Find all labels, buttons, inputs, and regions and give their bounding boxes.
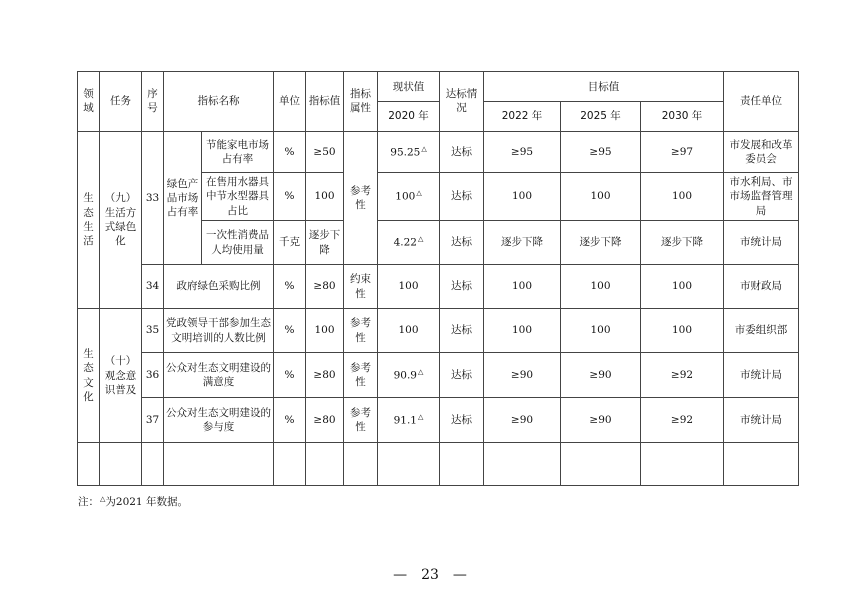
indicator-name: 节能家电市场占有率 [202, 131, 274, 173]
table-row [78, 308, 799, 353]
target-2030-cell: ≥92 [641, 397, 724, 443]
indicator-name: 政府绿色采购比例 [164, 265, 274, 309]
header-2022: 2022 年 [484, 102, 561, 131]
triangle-mark-icon: △ [418, 367, 424, 376]
seq-cell: 35 [142, 308, 164, 353]
target-2022-cell: 100 [484, 308, 561, 353]
indicator-name: 一次性消费品人均使用量 [202, 220, 274, 265]
indicator-name: 公众对生态文明建设的满意度 [164, 353, 274, 398]
target-2025-cell: ≥90 [561, 397, 641, 443]
seq-cell: 36 [142, 353, 164, 398]
attr-cell: 参考性 [344, 131, 378, 265]
status-cell: 达标 [440, 173, 484, 221]
current-cell [378, 131, 440, 173]
target-2022-cell: ≥90 [484, 353, 561, 398]
target-2025-cell: 100 [561, 173, 641, 221]
status-cell: 达标 [440, 397, 484, 443]
table-row [78, 265, 799, 309]
header-current: 现状值 [378, 72, 440, 102]
header-unit: 单位 [274, 72, 306, 132]
unit-cell: % [274, 173, 306, 221]
triangle-mark-icon: △ [416, 189, 422, 198]
unit-cell: % [274, 131, 306, 173]
current-value: 4.22 [393, 236, 417, 249]
target-2025-cell: 100 [561, 308, 641, 353]
current-cell: 100 [378, 265, 440, 309]
target-2030-cell: ≥92 [641, 353, 724, 398]
triangle-mark-icon: △ [421, 144, 427, 153]
footnote-prefix: 注： [78, 496, 99, 508]
header-indicator: 指标名称 [164, 72, 274, 132]
attr-cell: 约束性 [344, 265, 378, 309]
value-cell: 100 [306, 173, 344, 221]
page-number: — 23 — [393, 567, 467, 583]
task-life: （九）生活方式绿色化 [100, 131, 142, 308]
seq-cell: 34 [142, 265, 164, 309]
target-2030-cell: 100 [641, 173, 724, 221]
status-cell: 达标 [440, 308, 484, 353]
resp-cell: 市委组织部 [724, 308, 799, 353]
resp-cell: 市统计局 [724, 220, 799, 265]
field-life: 生态生活 [78, 131, 100, 308]
seq-cell: 37 [142, 397, 164, 443]
target-2025-cell: ≥95 [561, 131, 641, 173]
current-value: 91.1 [393, 414, 417, 427]
table-row [78, 353, 799, 398]
target-2022-cell: 100 [484, 265, 561, 309]
unit-cell: 千克 [274, 220, 306, 265]
field-culture: 生态文化 [78, 308, 100, 443]
current-value: 95.25 [390, 146, 421, 159]
value-cell: ≥80 [306, 397, 344, 443]
resp-cell: 市统计局 [724, 353, 799, 398]
header-current-year: 2020 年 [378, 102, 440, 131]
header-2025: 2025 年 [561, 102, 641, 131]
triangle-mark-icon: △ [418, 235, 424, 244]
current-value: 100 [395, 190, 416, 203]
table-row [78, 397, 799, 443]
attr-cell: 参考性 [344, 397, 378, 443]
resp-cell: 市财政局 [724, 265, 799, 309]
indicator-group: 绿色产品市场占有率 [164, 131, 202, 265]
header-task: 任务 [100, 72, 142, 132]
header-2030: 2030 年 [641, 102, 724, 131]
header-status: 达标情况 [440, 72, 484, 132]
resp-cell: 市发展和改革委员会 [724, 131, 799, 173]
header-value: 指标值 [306, 72, 344, 132]
status-cell: 达标 [440, 131, 484, 173]
attr-cell: 参考性 [344, 353, 378, 398]
target-2025-cell: 逐步下降 [561, 220, 641, 265]
table-row [78, 131, 799, 173]
target-2022-cell: 100 [484, 173, 561, 221]
value-cell: ≥80 [306, 353, 344, 398]
current-cell [378, 220, 440, 265]
indicator-name: 在售用水器具中节水型器具占比 [202, 173, 274, 221]
status-cell: 达标 [440, 353, 484, 398]
indicator-table [77, 71, 799, 486]
status-cell: 达标 [440, 265, 484, 309]
unit-cell: % [274, 308, 306, 353]
indicator-name: 公众对生态文明建设的参与度 [164, 397, 274, 443]
current-cell [378, 397, 440, 443]
target-2022-cell: ≥90 [484, 397, 561, 443]
current-cell [378, 173, 440, 221]
unit-cell: % [274, 353, 306, 398]
seq-cell: 33 [142, 131, 164, 265]
value-cell: ≥50 [306, 131, 344, 173]
triangle-mark-icon: △ [100, 494, 106, 503]
current-value: 90.9 [393, 369, 417, 382]
footnote [78, 494, 188, 509]
target-2030-cell: 100 [641, 308, 724, 353]
triangle-mark-icon: △ [418, 412, 424, 421]
footnote-text: 为2021 年数据。 [105, 496, 188, 508]
value-cell: ≥80 [306, 265, 344, 309]
target-2022-cell: ≥95 [484, 131, 561, 173]
target-2030-cell: 100 [641, 265, 724, 309]
unit-cell: % [274, 265, 306, 309]
target-2030-cell: ≥97 [641, 131, 724, 173]
target-2030-cell: 逐步下降 [641, 220, 724, 265]
value-cell: 逐步下降 [306, 220, 344, 265]
status-cell: 达标 [440, 220, 484, 265]
current-cell: 100 [378, 308, 440, 353]
value-cell: 100 [306, 308, 344, 353]
header-field: 领域 [78, 72, 100, 132]
indicator-name: 党政领导干部参加生态文明培训的人数比例 [164, 308, 274, 353]
header-attr: 指标属性 [344, 72, 378, 132]
target-2022-cell: 逐步下降 [484, 220, 561, 265]
resp-cell: 市水利局、市市场监督管理局 [724, 173, 799, 221]
empty-row [78, 443, 799, 486]
task-culture: （十）观念意识普及 [100, 308, 142, 443]
resp-cell: 市统计局 [724, 397, 799, 443]
target-2025-cell: ≥90 [561, 353, 641, 398]
header-target: 目标值 [484, 72, 724, 102]
target-2025-cell: 100 [561, 265, 641, 309]
header-seq: 序号 [142, 72, 164, 132]
unit-cell: % [274, 397, 306, 443]
attr-cell: 参考性 [344, 308, 378, 353]
header-resp: 责任单位 [724, 72, 799, 132]
current-cell [378, 353, 440, 398]
